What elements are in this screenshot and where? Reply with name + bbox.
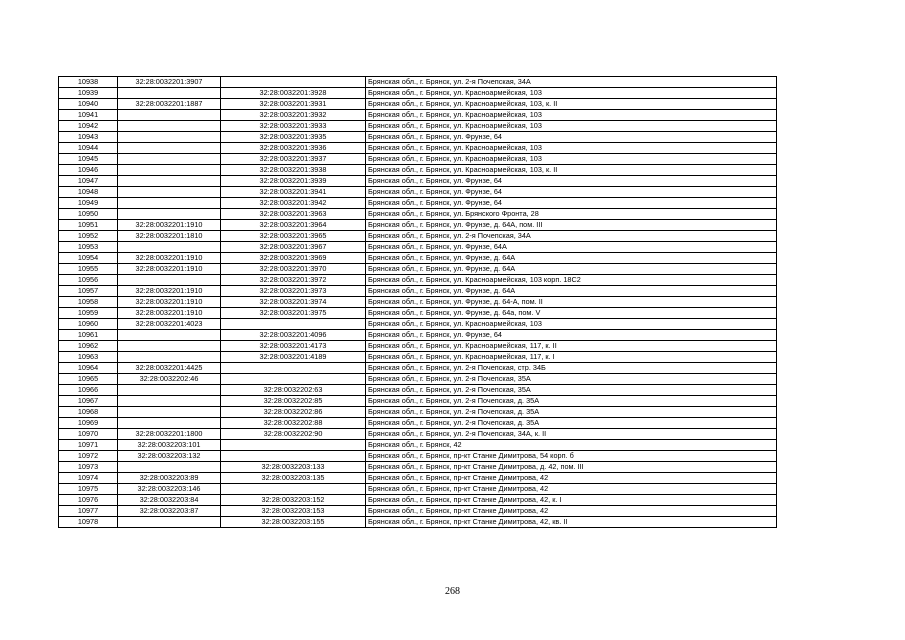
row-number-cell: 10966 [59, 385, 118, 396]
table-row [59, 385, 777, 396]
table-row [59, 506, 777, 517]
parent-cadastral-number-cell [118, 275, 221, 286]
address-cell: Брянская обл., г. Брянск, ул. 2-я Почепская, стр. 34Б [366, 363, 777, 374]
row-number-cell: 10961 [59, 330, 118, 341]
cadastral-number-cell: 32:28:0032201:3939 [221, 176, 366, 187]
page-number: 268 [445, 586, 460, 597]
table-row [59, 352, 777, 363]
parent-cadastral-number-cell [118, 407, 221, 418]
parent-cadastral-number-cell [118, 396, 221, 407]
cadastral-number-cell: 32:28:0032203:135 [221, 473, 366, 484]
row-number-cell: 10971 [59, 440, 118, 451]
parent-cadastral-number-cell: 32:28:0032201:4023 [118, 319, 221, 330]
parent-cadastral-number-cell: 32:28:0032203:89 [118, 473, 221, 484]
table-row [59, 418, 777, 429]
parent-cadastral-number-cell: 32:28:0032203:132 [118, 451, 221, 462]
address-cell: Брянская обл., г. Брянск, ул. 2-я Почепская, 34А [366, 77, 777, 88]
parent-cadastral-number-cell [118, 143, 221, 154]
parent-cadastral-number-cell [118, 517, 221, 528]
table-row [59, 319, 777, 330]
cadastral-number-cell: 32:28:0032203:155 [221, 517, 366, 528]
parent-cadastral-number-cell [118, 242, 221, 253]
parent-cadastral-number-cell: 32:28:0032201:1910 [118, 308, 221, 319]
cadastral-number-cell [221, 451, 366, 462]
parent-cadastral-number-cell [118, 341, 221, 352]
address-cell: Брянская обл., г. Брянск, ул. Брянского Фронта, 28 [366, 209, 777, 220]
row-number-cell: 10957 [59, 286, 118, 297]
address-cell: Брянская обл., г. Брянск, пр-кт Станке Димитрова, 42 [366, 484, 777, 495]
parent-cadastral-number-cell [118, 418, 221, 429]
row-number-cell: 10978 [59, 517, 118, 528]
row-number-cell: 10944 [59, 143, 118, 154]
row-number-cell: 10951 [59, 220, 118, 231]
row-number-cell: 10958 [59, 297, 118, 308]
address-cell: Брянская обл., г. Брянск, ул. Фрунзе, д. 64-А, пом. II [366, 297, 777, 308]
address-cell: Брянская обл., г. Брянск, ул. Красноармейская, 103, к. II [366, 165, 777, 176]
parent-cadastral-number-cell: 32:28:0032201:1810 [118, 231, 221, 242]
table-row [59, 143, 777, 154]
address-cell: Брянская обл., г. Брянск, ул. 2-я Почепская, 34А [366, 231, 777, 242]
cadastral-number-cell: 32:28:0032201:3935 [221, 132, 366, 143]
parent-cadastral-number-cell [118, 330, 221, 341]
parent-cadastral-number-cell: 32:28:0032201:1887 [118, 99, 221, 110]
cadastral-number-cell: 32:28:0032201:3970 [221, 264, 366, 275]
address-cell: Брянская обл., г. Брянск, ул. Красноармейская, 103 [366, 110, 777, 121]
parent-cadastral-number-cell: 32:28:0032203:84 [118, 495, 221, 506]
row-number-cell: 10976 [59, 495, 118, 506]
row-number-cell: 10947 [59, 176, 118, 187]
address-cell: Брянская обл., г. Брянск, пр-кт Станке Димитрова, 42, кв. II [366, 517, 777, 528]
cadastral-number-cell: 32:28:0032201:3932 [221, 110, 366, 121]
table-row [59, 242, 777, 253]
row-number-cell: 10960 [59, 319, 118, 330]
table-row [59, 77, 777, 88]
table-row [59, 517, 777, 528]
row-number-cell: 10969 [59, 418, 118, 429]
row-number-cell: 10945 [59, 154, 118, 165]
table-row [59, 231, 777, 242]
parent-cadastral-number-cell [118, 385, 221, 396]
row-number-cell: 10959 [59, 308, 118, 319]
parent-cadastral-number-cell [118, 154, 221, 165]
address-cell: Брянская обл., г. Брянск, ул. Фрунзе, 64 [366, 132, 777, 143]
row-number-cell: 10946 [59, 165, 118, 176]
cadastral-number-cell: 32:28:0032202:88 [221, 418, 366, 429]
address-cell: Брянская обл., г. Брянск, ул. Красноармейская, 117, к. I [366, 352, 777, 363]
row-number-cell: 10948 [59, 187, 118, 198]
cadastral-number-cell: 32:28:0032201:3972 [221, 275, 366, 286]
cadastral-number-cell: 32:28:0032202:63 [221, 385, 366, 396]
table-row [59, 99, 777, 110]
table-row [59, 198, 777, 209]
cadastral-number-cell [221, 374, 366, 385]
table-row [59, 110, 777, 121]
row-number-cell: 10975 [59, 484, 118, 495]
row-number-cell: 10938 [59, 77, 118, 88]
parent-cadastral-number-cell: 32:28:0032203:87 [118, 506, 221, 517]
table-row [59, 209, 777, 220]
address-cell: Брянская обл., г. Брянск, ул. Красноармейская, 103 [366, 121, 777, 132]
cadastral-number-cell [221, 363, 366, 374]
cadastral-number-cell: 32:28:0032201:4189 [221, 352, 366, 363]
parent-cadastral-number-cell [118, 165, 221, 176]
address-cell: Брянская обл., г. Брянск, пр-кт Станке Димитрова, 42 [366, 473, 777, 484]
cadastral-number-cell: 32:28:0032203:152 [221, 495, 366, 506]
parent-cadastral-number-cell [118, 88, 221, 99]
table-row [59, 374, 777, 385]
row-number-cell: 10972 [59, 451, 118, 462]
address-cell: Брянская обл., г. Брянск, ул. Фрунзе, 64 [366, 187, 777, 198]
cadastral-number-cell: 32:28:0032201:3965 [221, 231, 366, 242]
address-cell: Брянская обл., г. Брянск, ул. Красноармейская, 103 [366, 154, 777, 165]
cadastral-number-cell: 32:28:0032202:90 [221, 429, 366, 440]
cadastral-number-cell: 32:28:0032201:3974 [221, 297, 366, 308]
registry-table [58, 76, 777, 528]
cadastral-number-cell: 32:28:0032201:4173 [221, 341, 366, 352]
row-number-cell: 10956 [59, 275, 118, 286]
address-cell: Брянская обл., г. Брянск, 42 [366, 440, 777, 451]
address-cell: Брянская обл., г. Брянск, ул. 2-я Почепская, д. 35А [366, 407, 777, 418]
address-cell: Брянская обл., г. Брянск, ул. 2-я Почепская, 35А [366, 374, 777, 385]
address-cell: Брянская обл., г. Брянск, ул. Красноармейская, 103, к. II [366, 99, 777, 110]
cadastral-number-cell: 32:28:0032201:3963 [221, 209, 366, 220]
cadastral-number-cell [221, 440, 366, 451]
address-cell: Брянская обл., г. Брянск, ул. Фрунзе, 64 [366, 198, 777, 209]
address-cell: Брянская обл., г. Брянск, ул. 2-я Почепская, 35А [366, 385, 777, 396]
parent-cadastral-number-cell: 32:28:0032201:3907 [118, 77, 221, 88]
row-number-cell: 10942 [59, 121, 118, 132]
address-cell: Брянская обл., г. Брянск, ул. Красноармейская, 103 [366, 319, 777, 330]
cadastral-number-cell: 32:28:0032201:3975 [221, 308, 366, 319]
row-number-cell: 10955 [59, 264, 118, 275]
address-cell: Брянская обл., г. Брянск, пр-кт Станке Димитрова, д. 42, пом. III [366, 462, 777, 473]
parent-cadastral-number-cell [118, 198, 221, 209]
parent-cadastral-number-cell: 32:28:0032201:1910 [118, 297, 221, 308]
parent-cadastral-number-cell [118, 176, 221, 187]
row-number-cell: 10965 [59, 374, 118, 385]
row-number-cell: 10940 [59, 99, 118, 110]
parent-cadastral-number-cell [118, 121, 221, 132]
address-cell: Брянская обл., г. Брянск, ул. Красноармейская, 103 [366, 143, 777, 154]
table-row [59, 440, 777, 451]
table-row [59, 286, 777, 297]
table-row [59, 297, 777, 308]
address-cell: Брянская обл., г. Брянск, ул. Красноармейская, 103 корп. 18С2 [366, 275, 777, 286]
cadastral-number-cell: 32:28:0032201:3973 [221, 286, 366, 297]
parent-cadastral-number-cell: 32:28:0032201:1800 [118, 429, 221, 440]
address-cell: Брянская обл., г. Брянск, ул. Красноармейская, 117, к. II [366, 341, 777, 352]
cadastral-number-cell: 32:28:0032201:4096 [221, 330, 366, 341]
row-number-cell: 10943 [59, 132, 118, 143]
table-row [59, 429, 777, 440]
table-row [59, 308, 777, 319]
table-row [59, 407, 777, 418]
row-number-cell: 10977 [59, 506, 118, 517]
parent-cadastral-number-cell: 32:28:0032201:1910 [118, 286, 221, 297]
cadastral-number-cell [221, 484, 366, 495]
row-number-cell: 10963 [59, 352, 118, 363]
row-number-cell: 10974 [59, 473, 118, 484]
address-cell: Брянская обл., г. Брянск, ул. Фрунзе, 64 [366, 330, 777, 341]
address-cell: Брянская обл., г. Брянск, ул. 2-я Почепская, д. 35А [366, 418, 777, 429]
row-number-cell: 10939 [59, 88, 118, 99]
address-cell: Брянская обл., г. Брянск, ул. Фрунзе, д. 64А [366, 286, 777, 297]
table-row [59, 341, 777, 352]
cadastral-number-cell: 32:28:0032203:153 [221, 506, 366, 517]
table-row [59, 220, 777, 231]
row-number-cell: 10970 [59, 429, 118, 440]
address-cell: Брянская обл., г. Брянск, ул. 2-я Почепская, д. 35А [366, 396, 777, 407]
table-row [59, 88, 777, 99]
cadastral-number-cell [221, 319, 366, 330]
cadastral-number-cell: 32:28:0032201:3967 [221, 242, 366, 253]
cadastral-number-cell: 32:28:0032201:3936 [221, 143, 366, 154]
parent-cadastral-number-cell [118, 462, 221, 473]
row-number-cell: 10953 [59, 242, 118, 253]
parent-cadastral-number-cell: 32:28:0032203:146 [118, 484, 221, 495]
parent-cadastral-number-cell [118, 132, 221, 143]
cadastral-number-cell: 32:28:0032202:85 [221, 396, 366, 407]
address-cell: Брянская обл., г. Брянск, ул. 2-я Почепская, 34А, к. II [366, 429, 777, 440]
parent-cadastral-number-cell: 32:28:0032201:1910 [118, 253, 221, 264]
row-number-cell: 10949 [59, 198, 118, 209]
address-cell: Брянская обл., г. Брянск, ул. Фрунзе, д. 64а, пом. V [366, 308, 777, 319]
table-row [59, 275, 777, 286]
registry-table-body [59, 77, 777, 528]
table-row [59, 165, 777, 176]
parent-cadastral-number-cell: 32:28:0032201:1910 [118, 220, 221, 231]
cadastral-number-cell [221, 77, 366, 88]
parent-cadastral-number-cell: 32:28:0032201:1910 [118, 264, 221, 275]
parent-cadastral-number-cell: 32:28:0032202:46 [118, 374, 221, 385]
row-number-cell: 10968 [59, 407, 118, 418]
cadastral-number-cell: 32:28:0032202:86 [221, 407, 366, 418]
table-row [59, 495, 777, 506]
table-row [59, 451, 777, 462]
table-row [59, 121, 777, 132]
table-row [59, 473, 777, 484]
cadastral-number-cell: 32:28:0032201:3931 [221, 99, 366, 110]
parent-cadastral-number-cell: 32:28:0032203:101 [118, 440, 221, 451]
cadastral-number-cell: 32:28:0032201:3937 [221, 154, 366, 165]
table-row [59, 462, 777, 473]
address-cell: Брянская обл., г. Брянск, пр-кт Станке Димитрова, 54 корп. б [366, 451, 777, 462]
address-cell: Брянская обл., г. Брянск, пр-кт Станке Димитрова, 42, к. I [366, 495, 777, 506]
table-row [59, 132, 777, 143]
table-row [59, 154, 777, 165]
table-row [59, 176, 777, 187]
table-row [59, 484, 777, 495]
address-cell: Брянская обл., г. Брянск, ул. Фрунзе, 64А [366, 242, 777, 253]
cadastral-number-cell: 32:28:0032201:3928 [221, 88, 366, 99]
address-cell: Брянская обл., г. Брянск, ул. Фрунзе, 64 [366, 176, 777, 187]
address-cell: Брянская обл., г. Брянск, пр-кт Станке Димитрова, 42 [366, 506, 777, 517]
cadastral-number-cell: 32:28:0032201:3938 [221, 165, 366, 176]
table-row [59, 187, 777, 198]
cadastral-number-cell: 32:28:0032201:3941 [221, 187, 366, 198]
table-row [59, 363, 777, 374]
parent-cadastral-number-cell [118, 187, 221, 198]
table-row [59, 396, 777, 407]
row-number-cell: 10952 [59, 231, 118, 242]
cadastral-number-cell: 32:28:0032201:3942 [221, 198, 366, 209]
row-number-cell: 10950 [59, 209, 118, 220]
row-number-cell: 10941 [59, 110, 118, 121]
cadastral-number-cell: 32:28:0032201:3969 [221, 253, 366, 264]
table-row [59, 330, 777, 341]
table-row [59, 253, 777, 264]
row-number-cell: 10973 [59, 462, 118, 473]
table-row [59, 264, 777, 275]
row-number-cell: 10962 [59, 341, 118, 352]
parent-cadastral-number-cell [118, 209, 221, 220]
cadastral-number-cell: 32:28:0032203:133 [221, 462, 366, 473]
address-cell: Брянская обл., г. Брянск, ул. Фрунзе, д. 64А [366, 253, 777, 264]
parent-cadastral-number-cell: 32:28:0032201:4425 [118, 363, 221, 374]
address-cell: Брянская обл., г. Брянск, ул. Фрунзе, д. 64А, пом. III [366, 220, 777, 231]
address-cell: Брянская обл., г. Брянск, ул. Фрунзе, д. 64А [366, 264, 777, 275]
row-number-cell: 10954 [59, 253, 118, 264]
parent-cadastral-number-cell [118, 352, 221, 363]
row-number-cell: 10967 [59, 396, 118, 407]
cadastral-number-cell: 32:28:0032201:3933 [221, 121, 366, 132]
parent-cadastral-number-cell [118, 110, 221, 121]
cadastral-number-cell: 32:28:0032201:3964 [221, 220, 366, 231]
row-number-cell: 10964 [59, 363, 118, 374]
address-cell: Брянская обл., г. Брянск, ул. Красноармейская, 103 [366, 88, 777, 99]
